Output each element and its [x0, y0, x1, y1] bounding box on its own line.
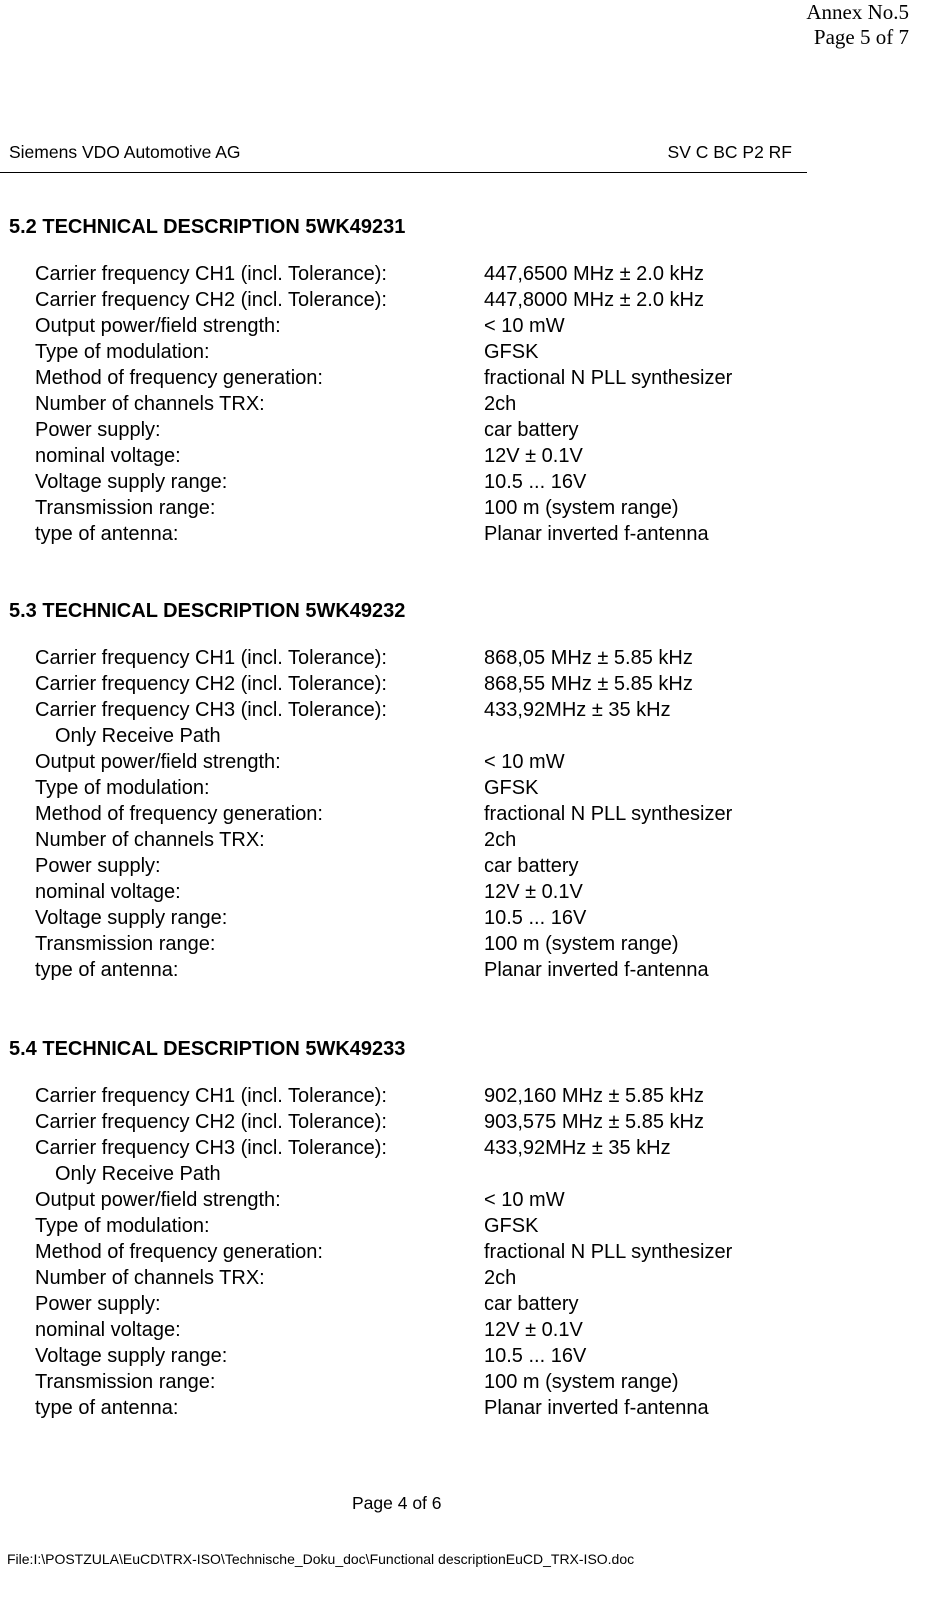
- spec-label: Method of frequency generation:: [35, 1241, 323, 1263]
- spec-value: fractional N PLL synthesizer: [484, 803, 733, 825]
- spec-value: 100 m (system range): [484, 933, 679, 955]
- spec-label: Power supply:: [35, 855, 161, 877]
- spec-table: [35, 645, 815, 983]
- spec-label: Type of modulation:: [35, 777, 210, 799]
- spec-row: [35, 931, 815, 957]
- spec-row: [35, 1161, 815, 1187]
- spec-row: [35, 801, 815, 827]
- spec-row: [35, 1343, 815, 1369]
- spec-note: Only Receive Path: [55, 1163, 221, 1185]
- spec-row: [35, 1265, 815, 1291]
- spec-value: 12V ± 0.1V: [484, 445, 583, 467]
- spec-note: Only Receive Path: [55, 725, 221, 747]
- spec-value: 902,160 MHz ± 5.85 kHz: [484, 1085, 704, 1107]
- spec-value: 100 m (system range): [484, 497, 679, 519]
- spec-value: GFSK: [484, 1215, 539, 1237]
- spec-label: Method of frequency generation:: [35, 367, 323, 389]
- spec-label: Carrier frequency CH1 (incl. Tolerance):: [35, 263, 387, 285]
- spec-row: [35, 853, 815, 879]
- spec-row: [35, 443, 815, 469]
- spec-row: [35, 1109, 815, 1135]
- file-path: File:I:\POSTZULA\EuCD\TRX-ISO\Technische_Doku_doc\Functional descriptionEuCD_TRX-ISO.doc: [7, 1551, 635, 1567]
- spec-row: [35, 697, 815, 723]
- spec-label: Carrier frequency CH2 (incl. Tolerance):: [35, 673, 387, 695]
- spec-label: type of antenna:: [35, 1397, 179, 1419]
- spec-table: [35, 1083, 815, 1421]
- spec-row: [35, 905, 815, 931]
- spec-value: 903,575 MHz ± 5.85 kHz: [484, 1111, 704, 1133]
- spec-row: [35, 339, 815, 365]
- spec-value: GFSK: [484, 341, 539, 363]
- spec-label: nominal voltage:: [35, 445, 181, 467]
- spec-value: car battery: [484, 419, 579, 441]
- spec-label: type of antenna:: [35, 959, 179, 981]
- spec-label: Carrier frequency CH1 (incl. Tolerance):: [35, 647, 387, 669]
- spec-table: [35, 261, 815, 547]
- spec-value: Planar inverted f-antenna: [484, 959, 709, 981]
- spec-label: Output power/field strength:: [35, 751, 281, 773]
- spec-label: type of antenna:: [35, 523, 179, 545]
- spec-row: [35, 1083, 815, 1109]
- spec-value: 868,55 MHz ± 5.85 kHz: [484, 673, 693, 695]
- spec-value: 2ch: [484, 829, 517, 851]
- spec-label: Transmission range:: [35, 1371, 216, 1393]
- spec-label: Output power/field strength:: [35, 1189, 281, 1211]
- spec-label: Voltage supply range:: [35, 471, 228, 493]
- spec-value: 12V ± 0.1V: [484, 1319, 583, 1341]
- spec-value: car battery: [484, 855, 579, 877]
- spec-label: Type of modulation:: [35, 341, 210, 363]
- spec-label: Number of channels TRX:: [35, 393, 265, 415]
- spec-value: 2ch: [484, 393, 517, 415]
- spec-value: 447,8000 MHz ± 2.0 kHz: [484, 289, 704, 311]
- spec-value: 868,05 MHz ± 5.85 kHz: [484, 647, 693, 669]
- spec-row: [35, 495, 815, 521]
- spec-label: Carrier frequency CH3 (incl. Tolerance):: [35, 699, 387, 721]
- spec-row: [35, 365, 815, 391]
- spec-row: [35, 775, 815, 801]
- spec-row: [35, 287, 815, 313]
- spec-label: Carrier frequency CH2 (incl. Tolerance):: [35, 289, 387, 311]
- spec-value: 100 m (system range): [484, 1371, 679, 1393]
- spec-row: [35, 469, 815, 495]
- annex-label: [806, 0, 909, 50]
- spec-label: Transmission range:: [35, 497, 216, 519]
- spec-row: [35, 313, 815, 339]
- spec-row: [35, 1187, 815, 1213]
- spec-label: Voltage supply range:: [35, 1345, 228, 1367]
- department-code: SV C BC P2 RF: [667, 142, 792, 162]
- spec-value: < 10 mW: [484, 751, 565, 773]
- spec-value: 10.5 ... 16V: [484, 1345, 587, 1367]
- section-heading: 5.4 TECHNICAL DESCRIPTION 5WK49233: [9, 1038, 406, 1060]
- spec-value: fractional N PLL synthesizer: [484, 367, 733, 389]
- company-name: Siemens VDO Automotive AG: [9, 142, 241, 162]
- spec-row: [35, 1395, 815, 1421]
- spec-row: [35, 1239, 815, 1265]
- spec-row: [35, 521, 815, 547]
- spec-value: < 10 mW: [484, 1189, 565, 1211]
- annex-page: Page 5 of 7: [813, 25, 909, 49]
- spec-row: [35, 749, 815, 775]
- spec-row: [35, 645, 815, 671]
- spec-row: [35, 1291, 815, 1317]
- spec-value: < 10 mW: [484, 315, 565, 337]
- spec-label: Number of channels TRX:: [35, 829, 265, 851]
- spec-label: nominal voltage:: [35, 881, 181, 903]
- spec-value: GFSK: [484, 777, 539, 799]
- spec-row: [35, 1213, 815, 1239]
- spec-value: 2ch: [484, 1267, 517, 1289]
- spec-value: 10.5 ... 16V: [484, 471, 587, 493]
- spec-row: [35, 391, 815, 417]
- spec-value: fractional N PLL synthesizer: [484, 1241, 733, 1263]
- spec-value: 10.5 ... 16V: [484, 907, 587, 929]
- section-heading: 5.3 TECHNICAL DESCRIPTION 5WK49232: [9, 600, 406, 622]
- spec-label: Method of frequency generation:: [35, 803, 323, 825]
- spec-row: [35, 261, 815, 287]
- spec-row: [35, 1317, 815, 1343]
- spec-label: Number of channels TRX:: [35, 1267, 265, 1289]
- spec-row: [35, 1369, 815, 1395]
- spec-value: 433,92MHz ± 35 kHz: [484, 699, 671, 721]
- spec-value: 12V ± 0.1V: [484, 881, 583, 903]
- spec-value: car battery: [484, 1293, 579, 1315]
- spec-label: Carrier frequency CH2 (incl. Tolerance):: [35, 1111, 387, 1133]
- spec-row: [35, 723, 815, 749]
- spec-label: Transmission range:: [35, 933, 216, 955]
- spec-label: Voltage supply range:: [35, 907, 228, 929]
- spec-label: nominal voltage:: [35, 1319, 181, 1341]
- spec-label: Type of modulation:: [35, 1215, 210, 1237]
- spec-row: [35, 1135, 815, 1161]
- spec-label: Carrier frequency CH1 (incl. Tolerance):: [35, 1085, 387, 1107]
- spec-value: Planar inverted f-antenna: [484, 1397, 709, 1419]
- spec-row: [35, 671, 815, 697]
- page-number: Page 4 of 6: [352, 1493, 442, 1513]
- spec-label: Power supply:: [35, 419, 161, 441]
- document-header: [9, 142, 807, 172]
- spec-row: [35, 879, 815, 905]
- spec-label: Output power/field strength:: [35, 315, 281, 337]
- spec-value: Planar inverted f-antenna: [484, 523, 709, 545]
- spec-value: 447,6500 MHz ± 2.0 kHz: [484, 263, 704, 285]
- spec-row: [35, 827, 815, 853]
- spec-row: [35, 957, 815, 983]
- spec-value: 433,92MHz ± 35 kHz: [484, 1137, 671, 1159]
- annex-number: Annex No.5: [806, 0, 909, 24]
- section-heading: 5.2 TECHNICAL DESCRIPTION 5WK49231: [9, 216, 406, 238]
- spec-label: Power supply:: [35, 1293, 161, 1315]
- spec-row: [35, 417, 815, 443]
- header-divider: [0, 172, 807, 173]
- spec-label: Carrier frequency CH3 (incl. Tolerance):: [35, 1137, 387, 1159]
